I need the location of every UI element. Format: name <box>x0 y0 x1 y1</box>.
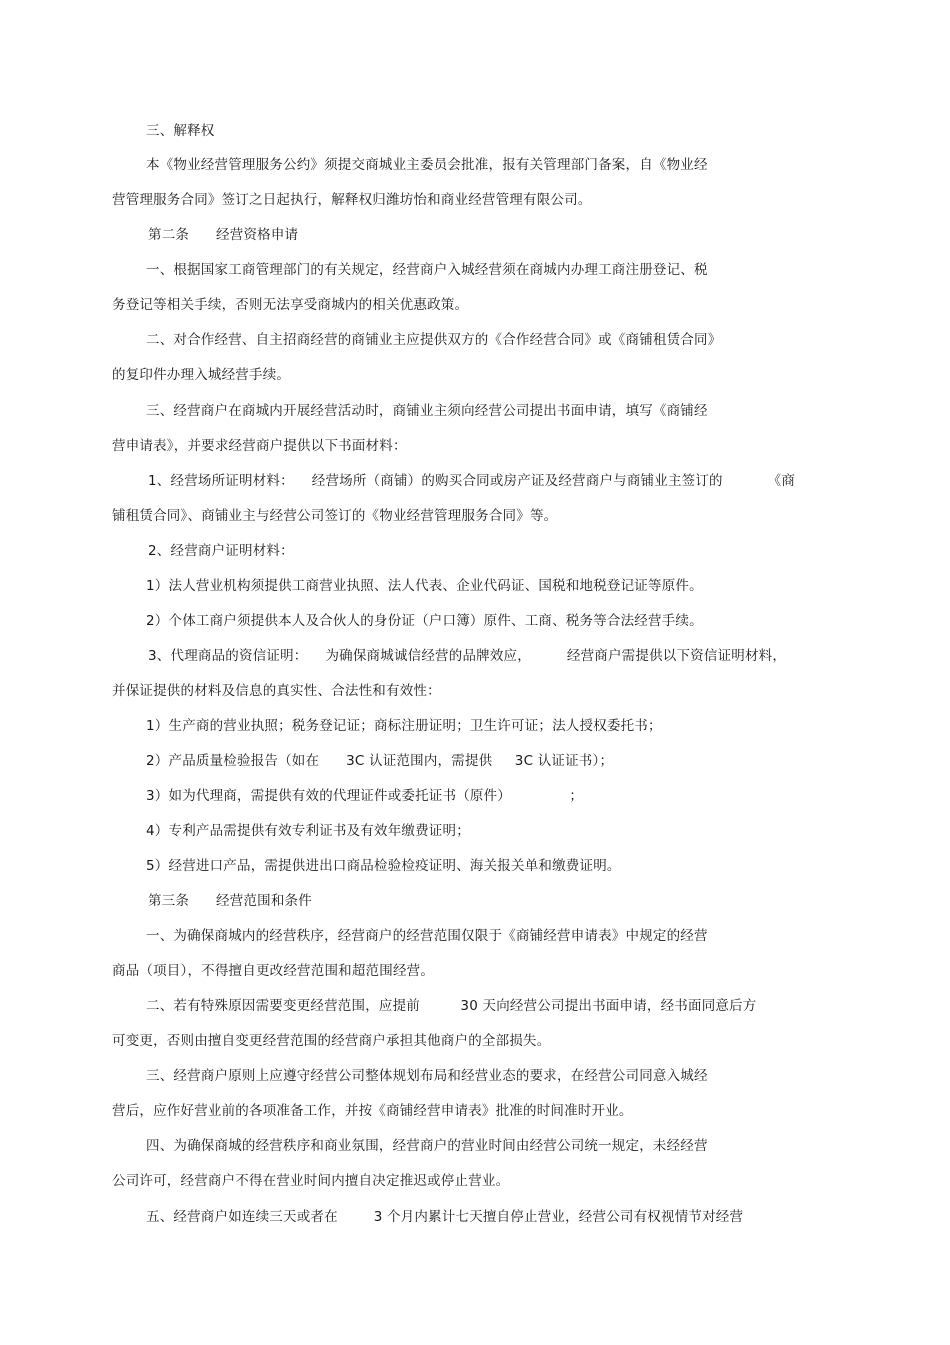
list-item: 4）专利产品需提供有效专利证书及有效年缴费证明； <box>146 823 470 839</box>
article-heading: 第三条 经营范围和条件 <box>148 893 312 909</box>
paragraph-line: 商品（项目），不得擅自更改经营范围和超范围经营。 <box>112 963 435 979</box>
list-item: 5）经营进口产品，需提供进出口商品检验检疫证明、海关报关单和缴费证明。 <box>146 858 621 874</box>
list-item: 2、经营商户证明材料： <box>148 543 294 559</box>
section-heading: 三、解释权 <box>146 123 215 139</box>
paragraph-line: 营后，应作好营业前的各项准备工作，并按《商铺经营申请表》批准的时间准时开业。 <box>112 1103 633 1119</box>
paragraph-line: 公司许可，经营商户不得在营业时间内擅自决定推迟或停止营业。 <box>112 1173 510 1189</box>
paragraph-line: 三、经营商户在商城内开展经营活动时，商铺业主须向经营公司提出书面申请，填写《商铺经 <box>146 403 708 419</box>
paragraph-line: 可变更，否则由擅自变更经营范围的经营商户承担其他商户的全部损失。 <box>112 1033 551 1049</box>
paragraph-line: 二、若有特殊原因需要变更经营范围，应提前 30 天向经营公司提出书面申请，经书面同意后方 <box>146 998 757 1014</box>
article-heading: 第二条 经营资格申请 <box>148 227 299 243</box>
paragraph-line: 营申请表》，并要求经营商户提供以下书面材料： <box>112 438 407 454</box>
paragraph-line: 并保证提供的材料及信息的真实性、合法性和有效性： <box>112 683 441 699</box>
paragraph-line: 一、为确保商城内的经营秩序，经营商户的经营范围仅限于《商铺经营申请表》中规定的经营 <box>146 928 708 944</box>
paragraph-line: 铺租赁合同》、商铺业主与经营公司签订的《物业经营管理服务合同》等。 <box>112 508 558 524</box>
paragraph-line: 五、经营商户如连续三天或者在 3 个月内累计七天擅自停止营业，经营公司有权视情节对经营 <box>146 1209 744 1225</box>
paragraph-line: 一、根据国家工商管理部门的有关规定，经营商户入城经营须在商城内办理工商注册登记、税 <box>146 262 708 278</box>
paragraph-line: 三、经营商户原则上应遵守经营公司整体规划布局和经营业态的要求，在经营公司同意入城经 <box>146 1068 708 1084</box>
paragraph-line: 营管理服务合同》签订之日起执行，解释权归潍坊怡和商业经营管理有限公司。 <box>112 192 592 208</box>
list-item: 2）产品质量检验报告（如在 3C 认证范围内，需提供 3C 认证证书）； <box>146 753 614 769</box>
paragraph-line: 四、为确保商城的经营秩序和商业氛围，经营商户的营业时间由经营公司统一规定，未经经营 <box>146 1138 708 1154</box>
list-item: 1）生产商的营业执照；税务登记证；商标注册证明；卫生许可证；法人授权委托书； <box>146 718 662 734</box>
paragraph-line: 务登记等相关手续，否则无法享受商城内的相关优惠政策。 <box>112 297 469 313</box>
paragraph-line: 本《物业经营管理服务公约》须提交商城业主委员会批准，报有关管理部门备案，自《物业经 <box>146 157 708 173</box>
list-item: 1）法人营业机构须提供工商营业执照、法人代表、企业代码证、国税和地税登记证等原件。 <box>146 578 703 594</box>
list-item: 3、代理商品的资信证明： 为确保商城诚信经营的品牌效应， 经营商户需提供以下资信证明材料， <box>148 648 787 664</box>
list-item: 1、经营场所证明材料： 经营场所（商铺）的购买合同或房产证及经营商户与商铺业主签订的 《商 <box>148 473 796 489</box>
list-item: 2）个体工商户须提供本人及合伙人的身份证（户口簿）原件、工商、税务等合法经营手续。 <box>146 613 703 629</box>
paragraph-line: 二、对合作经营、自主招商经营的商铺业主应提供双方的《合作经营合同》或《商铺租赁合同》 <box>146 332 722 348</box>
paragraph-line: 的复印件办理入城经营手续。 <box>112 367 291 383</box>
list-item: 3）如为代理商，需提供有效的代理证件或委托证书（原件） ； <box>146 788 584 804</box>
